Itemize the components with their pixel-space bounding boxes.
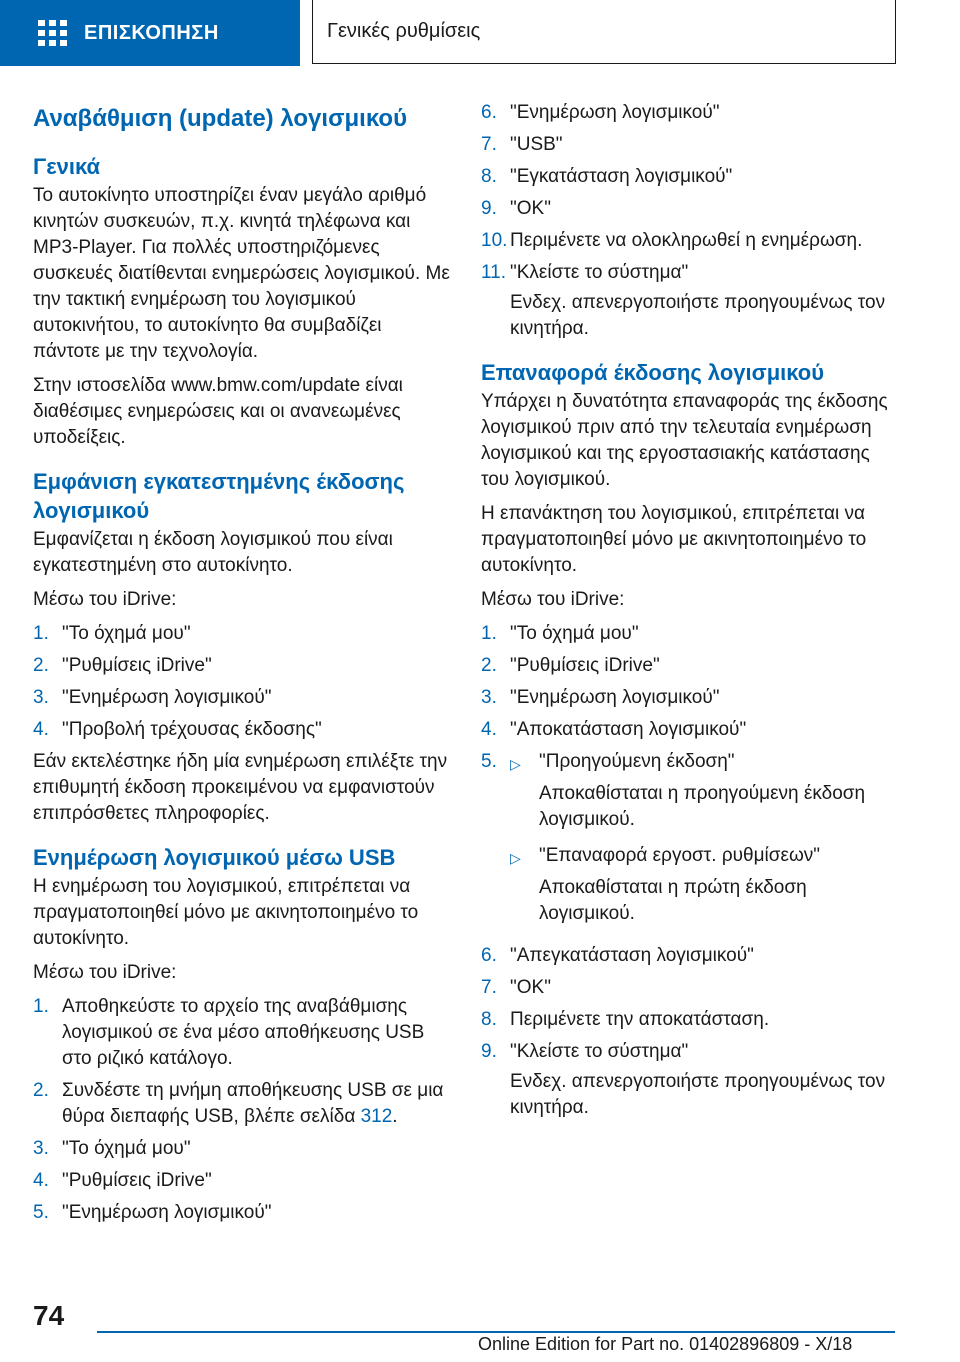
restore-paragraph-3: Μέσω του iDrive: [481, 589, 625, 610]
option-factory-text: "Επαναφορά εργοστ. ρυθμίσεων" [539, 845, 821, 866]
step-number: 3. [481, 687, 497, 708]
list-item [33, 1136, 451, 1162]
step-text [62, 1078, 451, 1130]
step-number: 9. [481, 198, 497, 219]
step-number: 2. [481, 655, 497, 676]
restore-step-9-note: Ενδεχ. απενεργοποιήστε προηγουμένως τον κινητήρα. [510, 1071, 886, 1118]
step-text: "Ενημέρωση λογισμικού" [510, 102, 720, 123]
step-number: 4. [33, 1170, 49, 1191]
list-item [33, 1200, 451, 1226]
usb-update-heading: Ενημέρωση λογισμικού μέσω USB [33, 845, 396, 870]
general-paragraph-2: Στην ιστοσελίδα www.bmw.com/update είναι διαθέσιμες ενημερώσεις και οι ανανεωμένες υποδείξεις. [33, 375, 403, 448]
list-item [481, 749, 899, 937]
display-steps-list [33, 621, 451, 743]
left-column [33, 100, 451, 1232]
triangle-bullet-icon: ▷ [510, 850, 521, 866]
list-item [481, 653, 899, 679]
step-number: 2. [33, 655, 49, 676]
display-paragraph-2: Μέσω του iDrive: [33, 589, 177, 610]
step-text: "Κλείστε το σύστημα" [510, 1041, 689, 1062]
step-number: 3. [33, 687, 49, 708]
step-text-end: . [392, 1106, 398, 1127]
overview-label: ΕΠΙΣΚΟΠΗΣΗ [84, 21, 219, 44]
step-number: 1. [33, 996, 49, 1017]
step-text: "Ενημέρωση λογισμικού" [62, 687, 272, 708]
usb-steps-list [33, 994, 451, 1130]
step-number: 5. [33, 1202, 49, 1223]
general-heading: Γενικά [33, 154, 101, 179]
usb-steps-list-rest [33, 1136, 451, 1226]
page-number: 74 [33, 1300, 65, 1331]
footer-divider [97, 1331, 895, 1333]
list-item [481, 1039, 899, 1065]
list-item [33, 685, 451, 711]
step-number: 9. [481, 1041, 497, 1062]
step-text: "Αποκατάσταση λογισμικού" [510, 719, 747, 740]
restore-step-5 [481, 749, 899, 937]
step-text: "Το όχημά μου" [62, 1138, 191, 1159]
usb-paragraph-1: Η ενημέρωση του λογισμικού, επιτρέπεται να πραγματοποιηθεί μόνο με ακινητοποιημένο το αυτοκίνητο. [33, 876, 419, 949]
restore-paragraph-2: Η επανάκτηση του λογισμικού, επιτρέπεται να πραγματοποιηθεί μόνο με ακινητοποιημένο το αυτοκίνητο. [481, 503, 867, 576]
step-number: 1. [33, 623, 49, 644]
step-text: "Ενημέρωση λογισμικού" [510, 687, 720, 708]
option-previous [510, 749, 899, 777]
step-text: "Ενημέρωση λογισμικού" [62, 1202, 272, 1223]
step-number: 5. [481, 751, 497, 772]
step-text: "Ρυθμίσεις iDrive" [510, 655, 660, 676]
list-item [481, 260, 899, 286]
step-text: Αποθηκεύστε το αρχείο της αναβάθμισης λογισμικού σε ένα μέσο αποθήκευσης USB στο ριζικό κατάλογο. [62, 996, 425, 1069]
list-item [33, 717, 451, 743]
step-number: 4. [481, 719, 497, 740]
list-item [33, 1078, 451, 1130]
step-number: 2. [33, 1080, 49, 1101]
option-factory-note: Αποκαθίσταται η πρώτη έκδοση λογισμικού. [539, 877, 807, 924]
step-text-main: Συνδέστε τη μνήμη αποθήκευσης USB σε μια θύρα διεπαφής USB, βλέπε σελίδα [62, 1080, 444, 1127]
step-text: "Κλείστε το σύστημα" [510, 262, 689, 283]
list-item [481, 164, 899, 190]
page-header [0, 0, 960, 66]
list-item [481, 196, 899, 222]
step-number: 6. [481, 102, 497, 123]
step-text: "Προβολή τρέχουσας έκδοσης" [62, 719, 322, 740]
step-number: 11. [481, 262, 507, 283]
display-paragraph-3: Εάν εκτελέστηκε ήδη μία ενημέρωση επιλέξτε την επιθυμητή έκδοση προκειμένου να εμφανιστούν επιπρόσθετες πληροφορίες. [33, 751, 448, 824]
restore-steps-list-rest [481, 943, 899, 1065]
list-item [33, 621, 451, 647]
option-previous-note: Αποκαθίσταται η προηγούμενη έκδοση λογισμικού. [539, 783, 866, 830]
step-text: "Απεγκατάσταση λογισμικού" [510, 945, 754, 966]
list-item [33, 994, 451, 1072]
display-version-heading: Εμφάνιση εγκατεστημένης έκδοσης λογισμικού [33, 469, 405, 523]
step-number: 3. [33, 1138, 49, 1159]
step-number: 7. [481, 977, 497, 998]
step-number: 6. [481, 945, 497, 966]
step-number: 4. [33, 719, 49, 740]
step-text: Περιμένετε την αποκατάσταση. [510, 1009, 770, 1030]
section-tab[interactable]: Γενικές ρυθμίσεις [312, 0, 896, 64]
overview-tab[interactable] [0, 0, 300, 66]
list-item [481, 621, 899, 647]
general-paragraph-1: Το αυτοκίνητο υποστηρίζει έναν μεγάλο αριθμό κινητών συσκευών, π.χ. κινητά τηλέφωνα και MP3-Player. Για πολλές υποστηριζόμενες συσκευές διατίθενται ενημερώσεις λογισμικού. Με την τακτική ενημέρωση του λογισμικού αυτοκινήτου, το αυτοκίνητο θα συμβαδίζει πάντοτε με την τεχνολογία. [33, 185, 450, 362]
list-item [481, 228, 899, 254]
list-item [481, 132, 899, 158]
page-link[interactable]: 312 [360, 1106, 393, 1127]
right-column [481, 100, 899, 1131]
option-factory [510, 843, 899, 871]
usb-steps-continued [481, 100, 899, 286]
step-text: "OK" [510, 198, 551, 219]
step-text: "Το όχημά μου" [62, 623, 191, 644]
list-item [481, 100, 899, 126]
list-item [481, 975, 899, 1001]
step-number: 8. [481, 166, 497, 187]
option-previous-text: "Προηγούμενη έκδοση" [539, 751, 735, 772]
restore-paragraph-1: Υπάρχει η δυνατότητα επαναφοράς της έκδοσης λογισμικού πριν από την τελευταία ενημέρωση λογισμικού και της εργοστασιακής κατάστασης του λογισμικού. [481, 391, 888, 490]
step-text: "Ρυθμίσεις iDrive" [62, 1170, 212, 1191]
step-text: "Εγκατάσταση λογισμικού" [510, 166, 733, 187]
step-number: 8. [481, 1009, 497, 1030]
step-number: 1. [481, 623, 497, 644]
triangle-bullet-icon: ▷ [510, 756, 521, 772]
step-text: Περιμένετε να ολοκληρωθεί η ενημέρωση. [510, 230, 863, 251]
list-item [33, 653, 451, 679]
list-item [481, 685, 899, 711]
list-item [481, 717, 899, 743]
restore-heading: Επαναφορά έκδοσης λογισμικού [481, 360, 825, 385]
step-text: "USB" [510, 134, 563, 155]
usb-paragraph-2: Μέσω του iDrive: [33, 962, 177, 983]
display-paragraph-1: Εμφανίζεται η έκδοση λογισμικού που είναι εγκατεστημένη στο αυτοκίνητο. [33, 529, 393, 576]
footer-edition: Online Edition for Part no. 01402896809 - X/18 [478, 1334, 853, 1354]
list-item [33, 1168, 451, 1194]
grid-icon [38, 20, 68, 46]
list-item [481, 1007, 899, 1033]
step-text: "OK" [510, 977, 551, 998]
step-number: 10. [481, 230, 508, 251]
step-text: "Το όχημά μου" [510, 623, 639, 644]
step-text: "Ρυθμίσεις iDrive" [62, 655, 212, 676]
list-item [481, 943, 899, 969]
page-title: Αναβάθμιση (update) λογισμικού [33, 105, 408, 132]
step-11-note: Ενδεχ. απενεργοποιήστε προηγουμένως τον κινητήρα. [510, 292, 886, 339]
step-number: 7. [481, 134, 497, 155]
restore-steps-list [481, 621, 899, 743]
